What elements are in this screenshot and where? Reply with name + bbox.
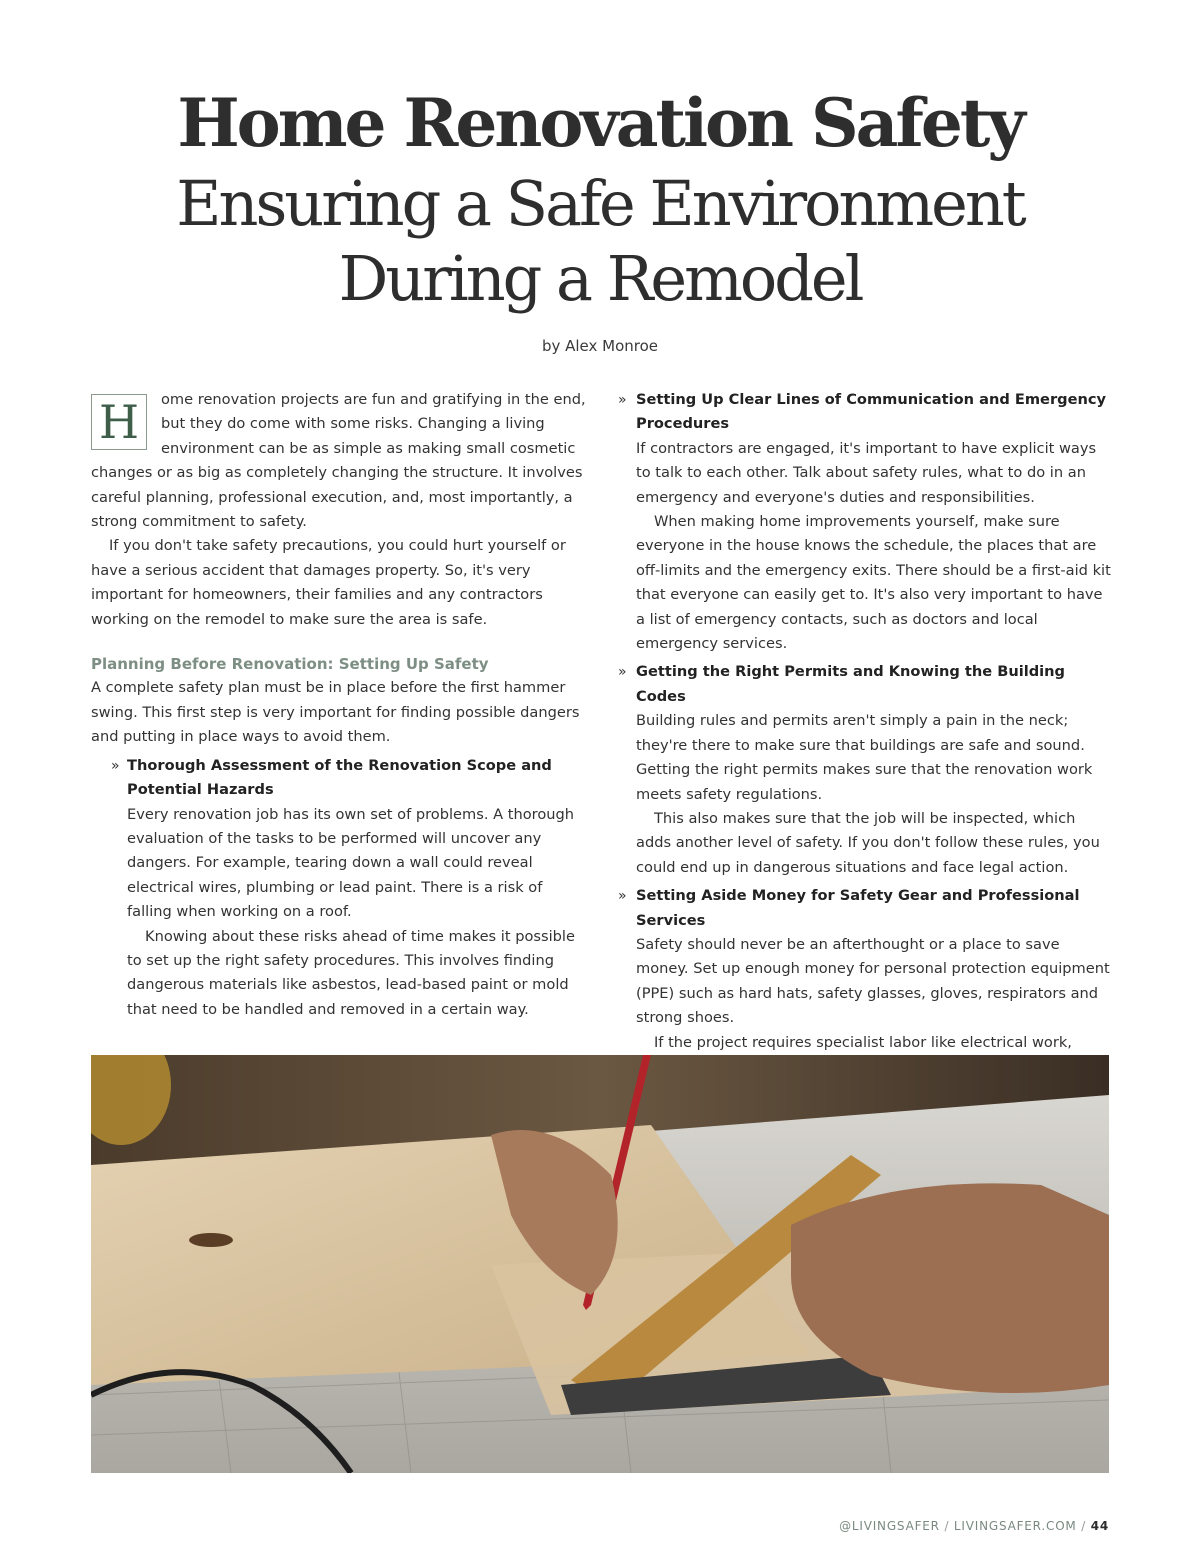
bullet-item-permits — [618, 660, 1113, 880]
footer-separator: / — [944, 1519, 950, 1533]
article-title: Home Renovation Safety — [177, 84, 1023, 162]
bullet-marker: » — [618, 888, 627, 905]
bullet-body: Building rules and permits aren't simply a pain in the neck; they're there to make sure that buildings are safe and sound. Getting the right permits makes sure that the renovation work meets safety regulations. — [636, 712, 1093, 803]
bullet-title: Setting Aside Money for Safety Gear and Professional Services — [636, 887, 1080, 929]
footer-handle: @LIVINGSAFER — [839, 1519, 940, 1533]
page-number: 44 — [1090, 1519, 1109, 1533]
subtitle-line-1: Ensuring a Safe Environment — [176, 167, 1024, 240]
bullet-body: Every renovation job has its own set of problems. A thorough evaluation of the tasks to be performed will uncover any dangers. For example, tearing down a wall could reveal electrical wires, plumbing or lead paint. There is a risk of falling when working on a roof. — [127, 805, 575, 921]
byline: by Alex Monroe — [541, 337, 659, 355]
bullet-item-budget — [618, 884, 1113, 1079]
bullet-title: Setting Up Clear Lines of Communication and Emergency Procedures — [636, 391, 1107, 433]
section-heading: Planning Before Renovation: Setting Up Safety — [91, 655, 489, 674]
page-footer — [839, 1519, 1109, 1533]
carpentry-photo-illustration — [91, 1055, 1109, 1473]
article-subtitle — [0, 166, 1200, 316]
bullet-body: If contractors are engaged, it's important to have explicit ways to talk to each other. Talk about safety rules, what to do in an emergency and everyone's duties and responsibilities. — [636, 439, 1097, 506]
paragraph-2: If you don't take safety precautions, you could hurt yourself or have a serious accident that damages property. So, it's very important for homeowners, their families and any contractors working on the remodel to make sure the area is safe. — [91, 537, 566, 628]
bullet-body: Knowing about these risks ahead of time makes it possible to set up the right safety procedures. This involves finding dangerous materials like asbestos, lead-based paint or mold that need to be handled and removed in a certain way. — [127, 927, 575, 1018]
bullet-item-communication — [618, 388, 1113, 656]
right-column — [618, 388, 1113, 1079]
article-photo — [91, 1055, 1109, 1473]
bullet-title: Thorough Assessment of the Renovation Scope and Potential Hazards — [127, 756, 552, 799]
left-column — [91, 388, 586, 1022]
section-paragraph: A complete safety plan must be in place before the first hammer swing. This first step is very important for finding possible dangers and putting in place ways to avoid them. — [91, 679, 580, 746]
bullet-title: Getting the Right Permits and Knowing the Building Codes — [636, 663, 1066, 705]
bullet-item-assessment — [91, 754, 586, 1022]
intro-text: ome renovation projects are fun and gratifying in the end, but they do come with some risks. Changing a living environment can be as simple as making small cosmetic changes or as big as completely changing the structure. It involves careful planning, professional execution, and, most importantly, a strong commitment to safety. — [91, 391, 586, 531]
intro-paragraph — [91, 388, 586, 534]
bullet-marker: » — [111, 757, 120, 774]
bullet-body: This also makes sure that the job will be inspected, which adds another level of safety. If you don't follow these rules, you could end up in dangerous situations and face legal action. — [636, 809, 1100, 876]
bullet-marker: » — [618, 664, 627, 681]
subtitle-line-2: During a Remodel — [338, 242, 862, 315]
bullet-body: If the project requires specialist labor like electrical work, — [654, 1033, 1072, 1051]
bullet-body: Safety should never be an afterthought or a place to save money. Set up enough money for personal protection equipment (PPE) such as hard hats, safety glasses, gloves, respirators and strong shoes. — [636, 935, 1110, 1027]
footer-website[interactable]: LIVINGSAFER.COM — [953, 1519, 1077, 1533]
bullet-body: When making home improvements yourself, make sure everyone in the house knows the schedule, the places that are off-limits and the emergency exits. There should be a first-aid kit that everyone can easily get to. It's also very important to have a list of emergency contacts, such as doctors and local emergency services. — [636, 513, 1111, 653]
bullet-marker: » — [618, 392, 627, 408]
footer-separator: / — [1081, 1519, 1087, 1533]
drop-cap: H — [91, 394, 147, 450]
